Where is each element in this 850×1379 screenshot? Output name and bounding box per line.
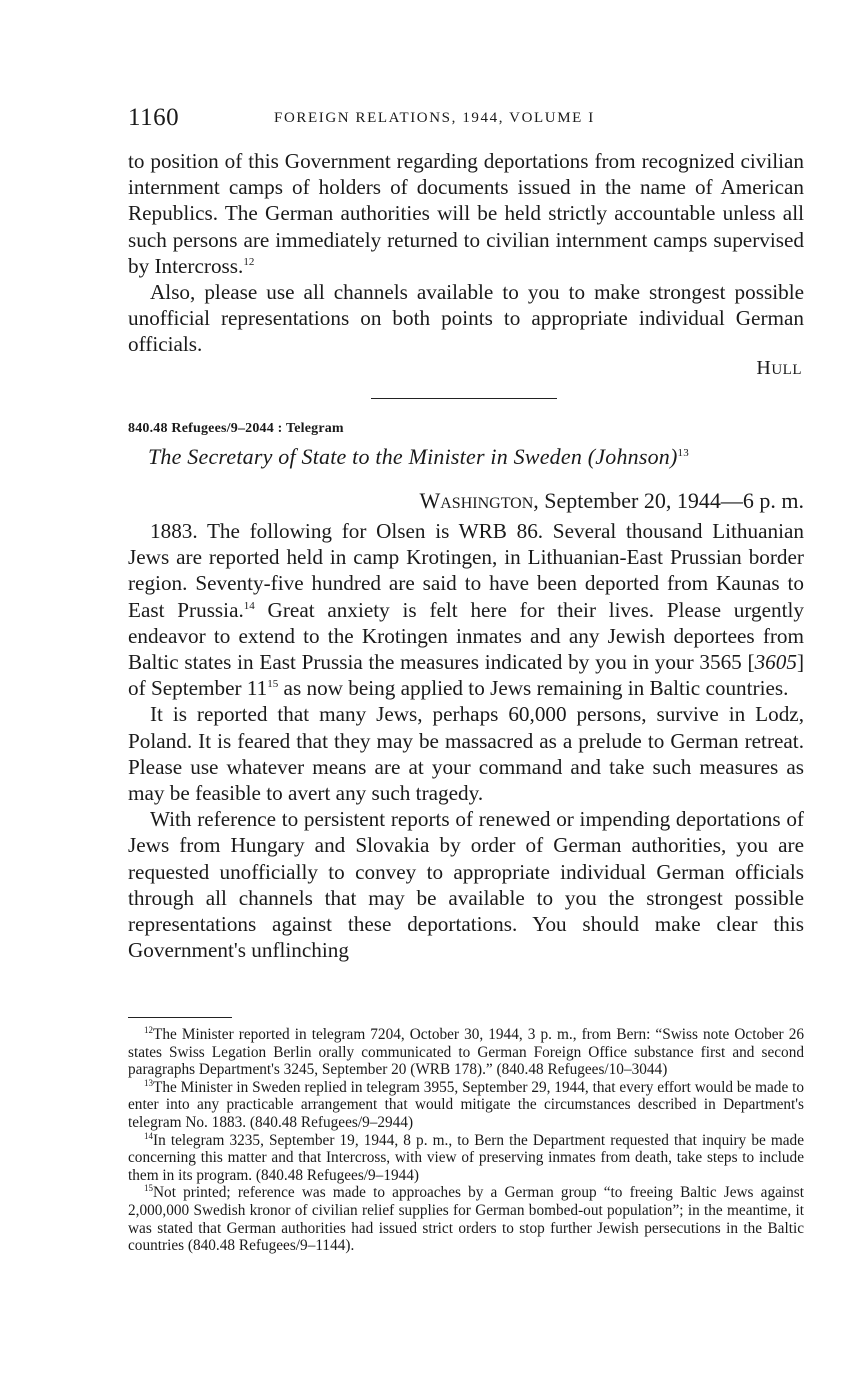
page-number: 1160: [128, 104, 180, 131]
telegram-paragraph-1-part-c: ] of September 11: [128, 650, 804, 701]
dateline: [419, 488, 804, 514]
telegram-text: [128, 518, 804, 963]
signature: [756, 357, 802, 380]
footnote-ref-13: 13: [677, 447, 689, 459]
footnote-ref-15: 15: [267, 678, 279, 691]
footnote-text: The Minister reported in telegram 7204, October 30, 1944, 3 p. m., from Bern: “Swiss note October 26 states Swiss Legation Berlin orally communicated to German Foreign Office substance first and second paragraphs Department's 3245, September 20 (WRB 178).” (840.48 Refugees/10–3044): [128, 1026, 804, 1079]
footnote-ref-12: 12: [243, 255, 255, 268]
footnote-text: In telegram 3235, September 19, 1944, 8 p. m., to Bern the Department requested that inquiry be made concerning this matter and that Intercross, with view of preserving inmates from death, take steps to include them in its program. (840.48 Refugees/9–1944): [128, 1131, 804, 1184]
footnote-number: 14: [144, 1130, 153, 1141]
telegram-correction: 3605: [754, 650, 797, 675]
telegram-paragraph-2: It is reported that many Jews, perhaps 60,000 persons, survive in Lodz, Poland. It is feared that they may be massacred as a prelude to German retreat. Please use whatever means are at your command and take such measures as may be feasible to avert any such tragedy.: [128, 702, 804, 806]
telegram-paragraph-1-part-a: 1883. The following for Olsen is WRB 86. Several thousand Lithuanian Jews are reported held in camp Krotingen, in Lithuanian-East Prussian border region. Seventy-five hundred are said to have been deported from Kaunas to East Prussia.: [128, 519, 804, 622]
running-head: [128, 104, 804, 134]
signature-initial: H: [756, 357, 772, 379]
footnote-13: [128, 1079, 804, 1132]
telegram-paragraph-3: With reference to persistent reports of renewed or impending deportations of Jews from Hungary and Slovakia by order of German authorities, you are requested unofficially to convey to appropriate individual German officials through all channels that may be available to you the strongest possible representations against these deportations. You should make clear this Government's unflinching: [128, 807, 804, 963]
telegram-paragraph-1: [128, 518, 804, 701]
telegram-paragraph-1-part-b: Great anxiety is felt here for their lives. Please urgently endeavor to extend to the Krotingen inmates and any Jewish deportees from Baltic states in East Prussia the measures indicated by you in your 3565 [: [128, 597, 804, 675]
footnote-14: [128, 1132, 804, 1185]
document-title-recipient: (Johnson): [587, 444, 678, 469]
dateline-date: , September 20, 1944—6 p. m.: [533, 488, 804, 513]
footnote-text: The Minister in Sweden replied in telegram 3955, September 29, 1944, that every effort would be made to enter into any practicable arrangement that would mitigate the circumstances described in Department's telegram No. 1883. (840.48 Refugees/9–2944): [128, 1078, 804, 1131]
file-number: 840.48 Refugees/9–2044 : Telegram: [128, 421, 344, 436]
previous-paragraph-2: Also, please use all channels available to you to make strongest possible unofficial representations on both points to appropriate individual German officials.: [128, 280, 804, 357]
previous-paragraph-1: [128, 148, 804, 279]
document-title-text: The Secretary of State to the Minister in Sweden: [148, 444, 583, 469]
footnote-number: 12: [144, 1025, 153, 1035]
document-title: [148, 444, 689, 470]
footnote-15: [128, 1184, 804, 1254]
footnote-divider: [128, 1017, 232, 1018]
footnote-text: Not printed; reference was made to approaches by a German group “to freeing Baltic Jews against 2,000,000 Swedish kronor of civilian relief supplies for German bombed-out population”; in the meantime, it was stated that German authorities had issued strict orders to stop further Jewish persecutions in the Baltic countries (840.48 Refugees/9–1144).: [128, 1184, 804, 1255]
previous-document-text: [128, 148, 804, 358]
running-title: FOREIGN RELATIONS, 1944, VOLUME I: [274, 110, 595, 126]
telegram-paragraph-1-part-d: as now being applied to Jews remaining in Baltic countries.: [278, 676, 789, 701]
previous-paragraph-1-text: to position of this Government regarding deportations from recognized civilian internment camps of holders of documents issued in the name of American Republics. The German authorities will be held strictly accountable unless all such persons are immediately returned to civilian internment camps supervised by Intercross.: [128, 149, 804, 278]
footnote-number: 15: [144, 1183, 153, 1194]
footnote-12: [128, 1026, 804, 1079]
dateline-city-rest: ASHINGTON: [440, 495, 534, 512]
footnote-number: 13: [144, 1077, 153, 1088]
signature-rest: ULL: [771, 362, 802, 378]
footnotes: [128, 1026, 804, 1255]
section-divider: [371, 398, 557, 399]
footnote-ref-14: 14: [243, 599, 255, 612]
dateline-city-initial: W: [419, 488, 441, 513]
